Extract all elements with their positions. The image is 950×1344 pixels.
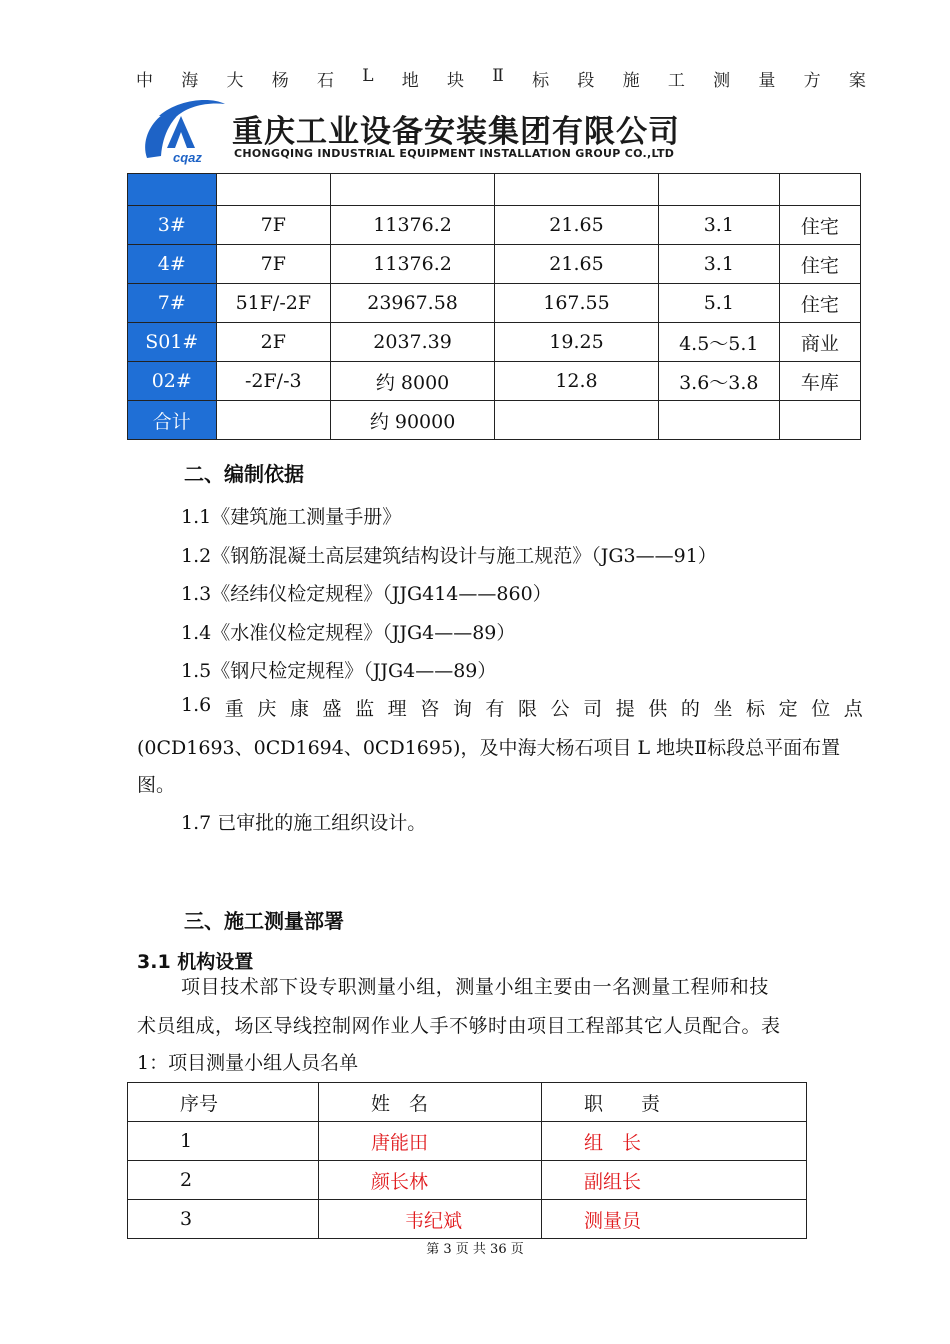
table-cell: 5.1: [658, 284, 779, 323]
subsection-heading-org: 3.1 机构设置: [137, 951, 254, 973]
basis-item-4: 1.4《水准仪检定规程》（JJG4——89）: [181, 622, 516, 644]
table-row: [128, 323, 861, 362]
table-cell: 21.65: [495, 206, 659, 245]
basis-item-3: 1.3《经纬仪检定规程》（JJG414——860）: [181, 583, 552, 605]
table-cell: -2F/-3: [216, 362, 331, 401]
cell-role: 组 长: [542, 1122, 807, 1161]
building-id-cell: 02#: [128, 362, 217, 401]
header-cell: 姓 名: [319, 1083, 542, 1122]
cell-name: 韦纪斌: [319, 1200, 542, 1239]
table-row: [128, 174, 861, 206]
document-header-title: [136, 66, 866, 91]
section-heading-deployment: 三、施工测量部署: [184, 909, 344, 933]
header-char: 中: [136, 71, 153, 91]
table-row: [128, 284, 861, 323]
table-row: [128, 1161, 807, 1200]
table-row: [128, 401, 861, 440]
table-cell: 167.55: [495, 284, 659, 323]
table-cell: 2037.39: [331, 323, 495, 362]
cell-index: 3: [128, 1200, 319, 1239]
table-row: [128, 206, 861, 245]
basis-item-6-char: 公: [550, 698, 570, 720]
table-cell: 51F/-2F: [216, 284, 331, 323]
header-char: 海: [181, 71, 199, 91]
table-cell: 住宅: [779, 245, 860, 284]
building-id-cell: 合计: [128, 401, 217, 440]
table-cell: 23967.58: [331, 284, 495, 323]
logo-text: cqaz: [173, 150, 202, 165]
table-cell: 7F: [216, 245, 331, 284]
table-cell: 住宅: [779, 206, 860, 245]
basis-item-6-line1: [181, 694, 863, 721]
basis-item-6-char: 限: [517, 698, 537, 720]
table-cell: 3.1: [658, 245, 779, 284]
basis-item-6-char: 咨: [420, 698, 440, 720]
basis-item-6-char: 询: [452, 698, 472, 720]
company-logo: [137, 96, 227, 166]
basis-item-6-char: 司: [583, 698, 603, 720]
table-cell: [495, 401, 659, 440]
basis-item-6-char: 坐: [713, 698, 733, 720]
header-char: 大: [226, 71, 244, 91]
table-cell: 3.6～3.8: [658, 362, 779, 401]
building-id-cell: S01#: [128, 323, 217, 362]
basis-item-6-char: 位: [811, 698, 831, 720]
basis-item-6-char: 1.6: [181, 694, 212, 716]
cell-role: 测量员: [542, 1200, 807, 1239]
basis-item-6-line2: (0CD1693、0CD1694、0CD1695)，及中海大杨石项目 L 地块Ⅱ标段总平面布置: [137, 737, 841, 759]
basis-item-6-char: 有: [485, 698, 505, 720]
building-id-cell: 3#: [128, 206, 217, 245]
header-char: 杨: [271, 71, 289, 91]
basis-item-6-char: 的: [680, 698, 700, 720]
table-cell: 3.1: [658, 206, 779, 245]
building-table: [127, 173, 861, 440]
logo-icon: [137, 96, 227, 166]
table-cell: [658, 174, 779, 206]
table-cell: 2F: [216, 323, 331, 362]
table-cell: [779, 401, 860, 440]
table-row: [128, 245, 861, 284]
basis-item-6-line3: 图。: [137, 774, 176, 796]
basis-item-6-char: 点: [843, 698, 863, 720]
header-char: 地: [401, 71, 419, 91]
org-paragraph-line2: 术员组成，场区导线控制网作业人手不够时由项目工程部其它人员配合。表: [137, 1015, 781, 1037]
building-id-cell: 7#: [128, 284, 217, 323]
header-char: 块: [447, 71, 465, 91]
basis-item-6-char: 定: [778, 698, 798, 720]
cell-name: 唐能田: [319, 1122, 542, 1161]
table-cell: 7F: [216, 206, 331, 245]
cell-index: 2: [128, 1161, 319, 1200]
basis-item-6-char: 盛: [322, 698, 342, 720]
header-char: 测: [713, 71, 731, 91]
org-paragraph-line3: 1：项目测量小组人员名单: [137, 1052, 359, 1074]
basis-item-6-char: 提: [615, 698, 635, 720]
cell-name: 颜长林: [319, 1161, 542, 1200]
table-row: [128, 362, 861, 401]
building-id-cell: [128, 174, 217, 206]
basis-item-1: 1.1《建筑施工测量手册》: [181, 506, 402, 528]
table-cell: [779, 174, 860, 206]
org-paragraph-line1: 项目技术部下设专职测量小组，测量小组主要由一名测量工程师和技: [181, 976, 770, 998]
basis-item-6-char: 监: [355, 698, 375, 720]
basis-item-6-char: 庆: [257, 698, 277, 720]
basis-item-7: 1.7 已审批的施工组织设计。: [181, 812, 427, 834]
table-cell: [495, 174, 659, 206]
company-name-en: CHONGQING INDUSTRIAL EQUIPMENT INSTALLATION GROUP CO.,LTD: [234, 147, 675, 160]
table-cell: 12.8: [495, 362, 659, 401]
basis-item-6-char: 标: [746, 698, 766, 720]
table-cell: 商业: [779, 323, 860, 362]
basis-item-2: 1.2《钢筋混凝土高层建筑结构设计与施工规范》（JG3——91）: [181, 545, 717, 567]
company-name-cn: 重庆工业设备安装集团有限公司: [232, 114, 680, 150]
table-cell: 11376.2: [331, 206, 495, 245]
header-cell: 序号: [128, 1083, 319, 1122]
table-cell: 11376.2: [331, 245, 495, 284]
table-cell: [216, 401, 331, 440]
header-char: 工: [667, 71, 685, 91]
header-char: 段: [577, 71, 595, 91]
header-char: 案: [848, 71, 866, 91]
cell-role: 副组长: [542, 1161, 807, 1200]
header-char: 标: [532, 71, 550, 91]
header-char: L: [362, 66, 374, 86]
table-row: [128, 1200, 807, 1239]
header-char: 施: [622, 71, 640, 91]
basis-item-6-char: 重: [224, 698, 244, 720]
header-char: 方: [803, 71, 821, 91]
basis-item-6-char: 康: [289, 698, 309, 720]
table-cell: 住宅: [779, 284, 860, 323]
header-cell: 职 责: [542, 1083, 807, 1122]
table-header-row: [128, 1083, 807, 1122]
basis-item-6-char: 理: [387, 698, 407, 720]
cell-index: 1: [128, 1122, 319, 1161]
header-char: Ⅱ: [492, 66, 504, 86]
table-cell: 4.5～5.1: [658, 323, 779, 362]
table-cell: [216, 174, 331, 206]
basis-item-6-char: 供: [648, 698, 668, 720]
page-footer: 第 3 页 共 36 页: [426, 1242, 524, 1257]
basis-item-5: 1.5《钢尺检定规程》（JJG4——89）: [181, 660, 497, 682]
table-cell: 21.65: [495, 245, 659, 284]
table-cell: [658, 401, 779, 440]
section-heading-basis: 二、编制依据: [184, 462, 304, 486]
building-id-cell: 4#: [128, 245, 217, 284]
table-row: [128, 1122, 807, 1161]
table-cell: 19.25: [495, 323, 659, 362]
table-cell: 车库: [779, 362, 860, 401]
table-cell: 约 8000: [331, 362, 495, 401]
table-cell: 约 90000: [331, 401, 495, 440]
header-char: 石: [317, 71, 334, 91]
staff-table: [127, 1082, 807, 1239]
table-cell: [331, 174, 495, 206]
header-char: 量: [758, 71, 776, 91]
